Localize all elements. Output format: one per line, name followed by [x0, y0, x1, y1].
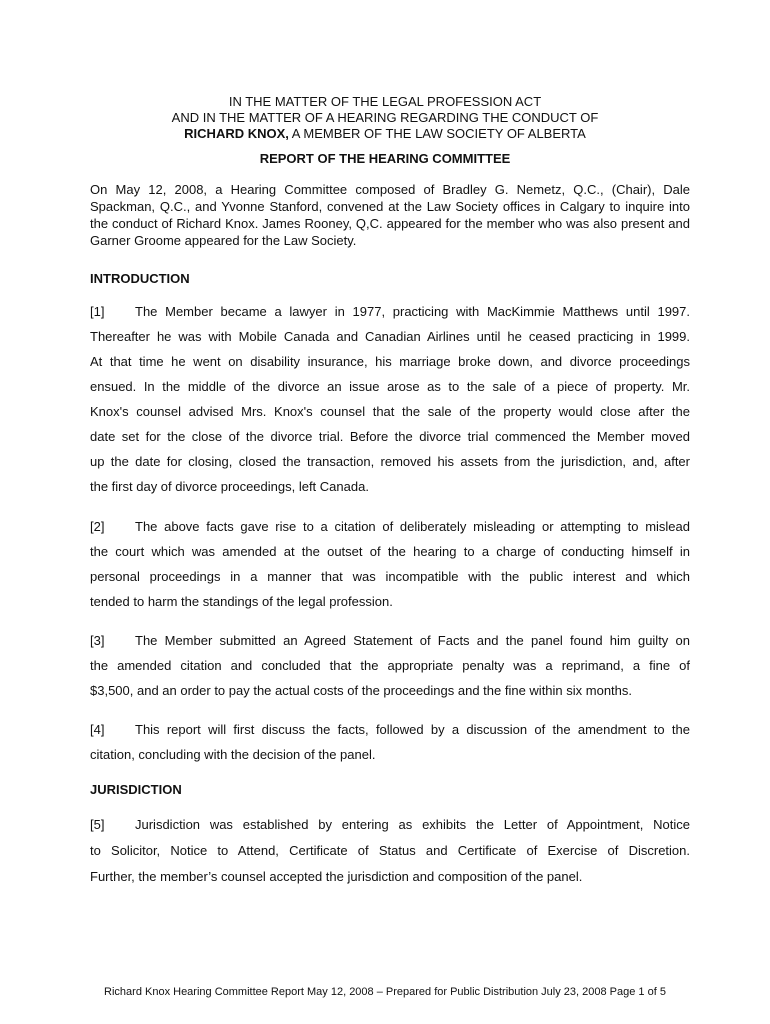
paragraph-number: [4]	[90, 722, 105, 737]
paragraph-line: The above facts gave rise to a citation of deliberately misleading or attempting to mislead	[135, 519, 690, 534]
caption-line-2: AND IN THE MATTER OF A HEARING REGARDING THE CONDUCT OF	[171, 110, 599, 125]
paragraph-line: This report will first discuss the facts, followed by a discussion of the amendment to the	[135, 722, 690, 737]
paragraph-1	[90, 299, 690, 499]
caption-line-3	[0, 126, 770, 142]
paragraph-number: [3]	[90, 633, 105, 648]
caption-line-1: IN THE MATTER OF THE LEGAL PROFESSION ACT	[228, 94, 542, 109]
paragraph-number: [5]	[90, 817, 105, 832]
paragraph-line: to Solicitor, Notice to Attend, Certificate of Status and Certificate of Exercise of Discretion.	[90, 843, 690, 858]
heading-introduction: INTRODUCTION	[90, 271, 190, 286]
paragraph-number: [2]	[90, 519, 105, 534]
paragraph-line: At that time he went on disability insurance, his marriage broke down, and divorce proceedings	[90, 354, 690, 369]
page-footer: Richard Knox Hearing Committee Report May 12, 2008 – Prepared for Public Distribution July 23, 2008 Page 1 of 5	[104, 986, 666, 998]
member-name: RICHARD KNOX,	[184, 126, 289, 141]
paragraph-line: the first day of divorce proceedings, left Canada.	[90, 479, 369, 494]
paragraph-line: The Member became a lawyer in 1977, practicing with MacKimmie Matthews until 1997.	[135, 304, 690, 319]
paragraph-2	[90, 514, 690, 614]
report-title: REPORT OF THE HEARING COMMITTEE	[259, 151, 511, 166]
paragraph-line: Further, the member’s counsel accepted the jurisdiction and composition of the panel.	[90, 869, 583, 884]
paragraph-line: Thereafter he was with Mobile Canada and Canadian Airlines until he ceased practicing in 1999.	[90, 329, 690, 344]
caption-line-3-rest: A MEMBER OF THE LAW SOCIETY OF ALBERTA	[288, 126, 586, 141]
paragraph-line: The Member submitted an Agreed Statement of Facts and the panel found him guilty on	[135, 633, 690, 648]
heading-jurisdiction: JURISDICTION	[90, 782, 182, 797]
paragraph-line: Jurisdiction was established by entering as exhibits the Letter of Appointment, Notice	[135, 817, 690, 832]
paragraph-line: personal proceedings in a manner that was incompatible with the public interest and which	[90, 569, 690, 584]
intro-paragraph: On May 12, 2008, a Hearing Committee composed of Bradley G. Nemetz, Q.C., (Chair), Dale Spackman, Q.C., and Yvonne Stanford, convened at the Law Society offices in Calgary to inquire into the conduct of Richard Knox. James Rooney, Q,C. appeared for the member who was also present and Garner Groome appeared for the Law Society.	[90, 182, 690, 248]
paragraph-line: ensued. In the middle of the divorce an issue arose as to the sale of a piece of property. Mr.	[90, 379, 690, 394]
paragraph-line: citation, concluding with the decision of the panel.	[90, 747, 376, 762]
paragraph-line: the amended citation and concluded that the appropriate penalty was a reprimand, a fine of	[90, 658, 690, 673]
paragraph-3	[90, 628, 690, 703]
paragraph-4	[90, 717, 690, 767]
paragraph-number: [1]	[90, 304, 105, 319]
paragraph-line: Knox's counsel advised Mrs. Knox's counsel that the sale of the property would close after the	[90, 404, 690, 419]
paragraph-line: date set for the close of the divorce trial. Before the divorce trial commenced the Member moved	[90, 429, 690, 444]
paragraph-line: tended to harm the standings of the legal profession.	[90, 594, 393, 609]
paragraph-line: the court which was amended at the outset of the hearing to a charge of conducting himself in	[90, 544, 690, 559]
paragraph-5	[90, 812, 690, 890]
paragraph-line: $3,500, and an order to pay the actual costs of the proceedings and the fine within six months.	[90, 683, 633, 698]
paragraph-line: up the date for closing, closed the transaction, removed his assets from the jurisdiction, and, after	[90, 454, 690, 469]
